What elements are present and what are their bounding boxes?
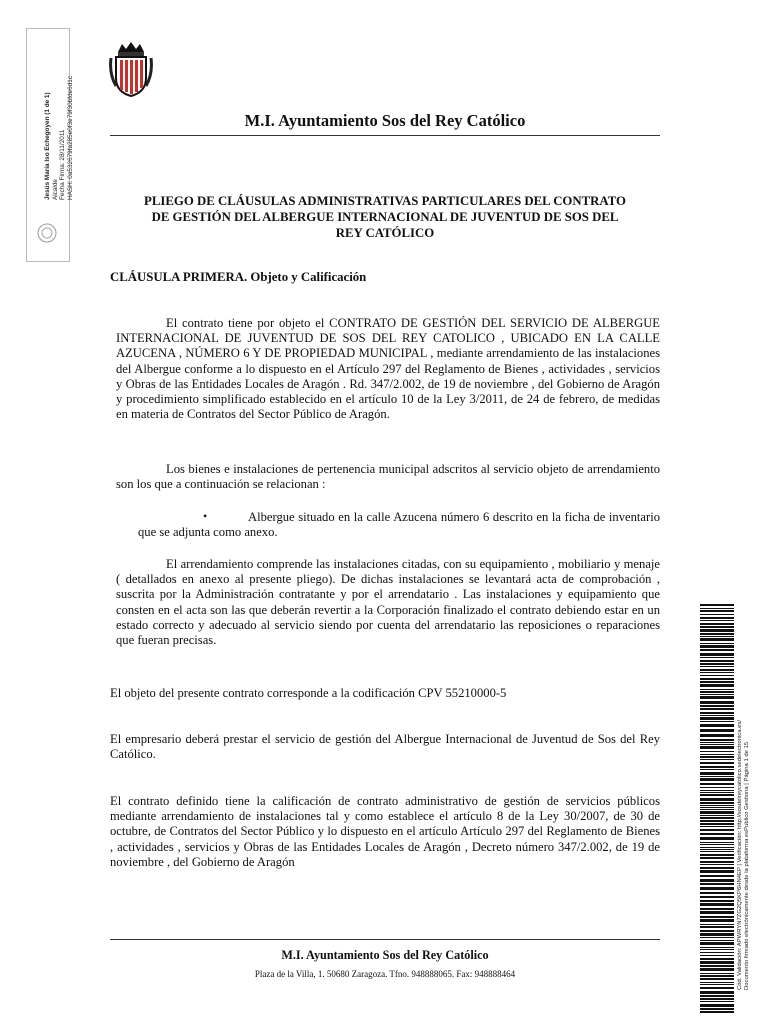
header-divider — [110, 135, 660, 136]
paragraph-object: El contrato tiene por objeto el CONTRATO DE GESTIÓN DEL SERVICIO DE ALBERGUE INTERNACIONAL DE JUVENTUD DE SOS DEL REY CATOLICO , UBICADO EN LA CALLE AZUCENA , NÚMERO 6 Y DE PROPIEDAD MUNICIPAL , mediante arrendamiento de las instalaciones del Albergue conforme a lo dispuesto en el Artículo 297 del Reglamento de Bienes , actividades , servicios y Obras de las Entidades Locales de Aragón . Rd. 347/2.002, de 19 de noviembre , del Gobierno de Aragón y procedimiento simplificado establecido en el artículo 10 de la Ley 3/2011, de 24 de febrero, de medidas en materia de Contratos del Sector Público de Aragón. — [116, 316, 660, 422]
document-title-line: REY CATÓLICO — [335, 226, 435, 240]
validation-info — [737, 720, 751, 990]
bullet-icon: • — [203, 509, 208, 523]
paragraph-service: El empresario deberá prestar el servicio de gestión del Albergue Internacional de Juventud de Sos del Rey Católico. — [110, 732, 660, 762]
signature-stamp — [44, 76, 74, 200]
seal-icon — [36, 222, 58, 244]
document-title-line: PLIEGO DE CLÁUSULAS ADMINISTRATIVAS PARTICULARES DEL CONTRATO — [144, 194, 626, 208]
paragraph-cpv: El objeto del presente contrato corresponde a la codificación CPV 55210000-5 — [110, 686, 507, 700]
clause-heading: CLÁUSULA PRIMERA. Objeto y Calificación — [110, 270, 367, 284]
barcode-icon — [700, 604, 734, 1014]
document-title-line: DE GESTIÓN DEL ALBERGUE INTERNACIONAL DE JUVENTUD DE SOS DEL — [151, 210, 619, 224]
signer-role: Alcalde — [51, 179, 59, 200]
document-title — [110, 193, 660, 241]
footer-title: M.I. Ayuntamiento Sos del Rey Católico — [281, 948, 489, 962]
paragraph-lease-scope: El arrendamiento comprende las instalaciones citadas, con su equipamiento , mobiliario y menaje ( detallados en anexo al presente pliego). De dichas instalaciones se levantará acta de comprobación , suscrita por la Administración contratante y por el arrendatario . Las instalaciones y equipamiento que consten en el acta son las que deberán revertir a la Corporación finalizado el contrato debiendo estar en un estado correcto y adecuado al servicio siendo por cuenta del arrendatario las reposiciones o reparaciones que fueran precisas. — [116, 557, 660, 648]
footer-divider — [110, 939, 660, 940]
signer-name: Jesús María Iso Echegoyen (1 de 1) — [44, 92, 51, 200]
bullet-item: Albergue situado en la calle Azucena número 6 descrito en la ficha de inventario que se adjunta como anexo. — [138, 510, 660, 540]
paragraph-classification: El contrato definido tiene la calificación de contrato administrativo de gestión de servicios públicos mediante arrendamiento de instalaciones tal y como establece el artículo 8 de la Ley 30/2007, de 30 de octubre, de Contratos del Sector Público y lo dispuesto en el artículo Artículo 297 del Reglamento de Bienes , actividades , servicios y Obras de las Entidades Locales de Aragón , Decreto número 347/2.002, de 19 de noviembre , del Gobierno de Aragón — [110, 794, 660, 869]
header-title: M.I. Ayuntamiento Sos del Rey Católico — [244, 111, 526, 130]
signature-date: Fecha Firma: 28/11/2011 — [59, 129, 67, 200]
validation-platform: Documento firmado electrónicamente desde la plataforma esPublico Gestiona | Página 1 de 15 — [744, 741, 751, 990]
coat-of-arms-icon — [108, 40, 154, 98]
footer-address: Plaza de la Villa, 1. 50680 Zaragoza. Tfno. 948888065. Fax: 948888464 — [254, 969, 516, 979]
paragraph-assets: Los bienes e instalaciones de pertenencia municipal adscritos al servicio objeto de arrendamiento son los que a continuación se relacionan : — [116, 462, 660, 492]
validation-code: Cód. Validación: APWRYN7ZG2Q5KP6HN4EP | Verificación: http://sosdelreycatolico.sedelectronica.es/ — [737, 719, 743, 990]
signature-hash: HASH: 0a532679fa285e0f3e79f30bfde6d1c — [66, 75, 74, 200]
